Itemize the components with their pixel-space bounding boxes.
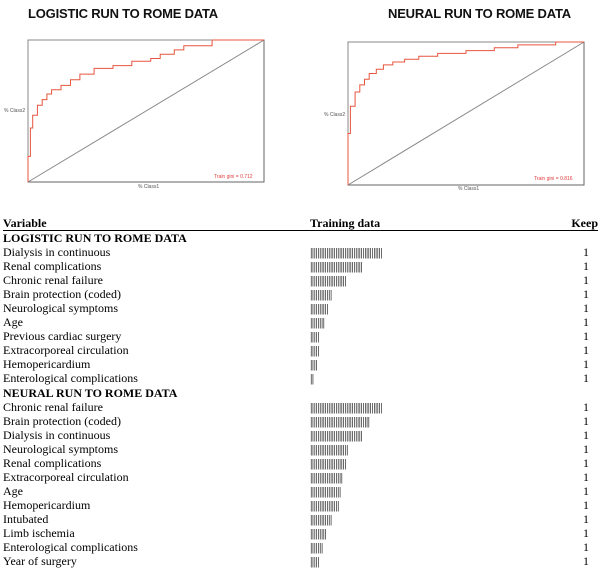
variable-name: Extracorporeal circulation	[3, 343, 129, 358]
variable-name: Dialysis in continuous	[3, 245, 111, 260]
variable-name: Neurological symptoms	[3, 301, 118, 316]
variable-name: Chronic renal failure	[3, 399, 103, 414]
variable-importance-table	[3, 216, 598, 568]
table-row	[3, 400, 598, 414]
training-bar: |||||	[310, 343, 320, 358]
keep-value: 1	[583, 301, 589, 316]
baseline-diagonal	[348, 42, 584, 185]
variable-name: Renal complications	[3, 455, 102, 470]
variable-name: Brain protection (coded)	[3, 287, 121, 302]
variable-name: Limb ischemia	[3, 525, 75, 540]
keep-value: 1	[583, 259, 589, 274]
keep-value: 1	[583, 455, 589, 470]
chart-title-neural: NEURAL RUN TO ROME DATA	[388, 6, 571, 21]
x-axis-label: % Class1	[458, 186, 480, 192]
variable-name: Hemopericardium	[3, 497, 91, 512]
roc-chart-neural	[320, 30, 600, 192]
training-bar: |||||||||	[310, 525, 327, 540]
variable-name: Intubated	[3, 511, 49, 526]
variable-name: Enterological complications	[3, 540, 138, 555]
roc-chart-logistic	[0, 30, 280, 190]
table-row	[3, 287, 598, 301]
training-bar: ||||||||||||||||||||||||||||||||||||||||	[310, 245, 383, 260]
keep-value: 1	[583, 287, 589, 302]
training-bar: ||||||||	[310, 315, 325, 330]
training-bar: ||||||||||||||||	[310, 497, 339, 512]
training-bar: ||||||||||||||||||||	[310, 273, 347, 288]
training-bar: ||||||||||	[310, 301, 329, 316]
training-bar: ||||	[310, 357, 318, 372]
keep-value: 1	[583, 357, 589, 372]
variable-name: Age	[3, 483, 23, 498]
training-bar: |||||||||||||||||	[310, 483, 341, 498]
keep-value: 1	[583, 469, 589, 484]
keep-value: 1	[583, 343, 589, 358]
header-variable: Variable	[3, 216, 47, 230]
table-row	[3, 273, 598, 287]
table-row	[3, 498, 598, 512]
table-row	[3, 329, 598, 343]
table-row	[3, 315, 598, 329]
keep-value: 1	[583, 427, 589, 442]
training-bar: ||||||||||||	[310, 511, 332, 526]
training-bar: |||||||||||||||||||||||||||||||||	[310, 413, 370, 428]
table-row	[3, 526, 598, 540]
keep-value: 1	[583, 371, 589, 386]
training-bar: ||||||||||||||||||	[310, 469, 343, 484]
table-row	[3, 301, 598, 315]
table-row	[3, 442, 598, 456]
training-bar: |||||	[310, 329, 320, 344]
keep-value: 1	[583, 399, 589, 414]
table-row	[3, 540, 598, 554]
auc-label: Train gini = 0.816	[534, 176, 573, 182]
variable-name: Neurological symptoms	[3, 441, 118, 456]
keep-value: 1	[583, 245, 589, 260]
section-row	[3, 386, 598, 400]
variable-name: Extracorporeal circulation	[3, 469, 129, 484]
table-row	[3, 512, 598, 526]
table-row	[3, 371, 598, 385]
header-keep: Keep	[571, 216, 598, 230]
table-body	[3, 231, 598, 568]
variable-name: Renal complications	[3, 259, 102, 274]
variable-name: Age	[3, 315, 23, 330]
variable-name: Year of surgery	[3, 554, 77, 569]
variable-name: Hemopericardium	[3, 357, 91, 372]
keep-value: 1	[583, 315, 589, 330]
variable-name: Dialysis in continuous	[3, 427, 111, 442]
table-row	[3, 245, 598, 259]
keep-value: 1	[583, 554, 589, 569]
variable-name: Brain protection (coded)	[3, 413, 121, 428]
variable-name: Enterological complications	[3, 371, 138, 386]
section-title: NEURAL RUN TO ROME DATA	[3, 385, 178, 400]
table-row	[3, 357, 598, 371]
keep-value: 1	[583, 329, 589, 344]
table-row	[3, 428, 598, 442]
training-bar: ||	[310, 371, 314, 386]
section-title: LOGISTIC RUN TO ROME DATA	[3, 231, 187, 245]
variable-name: Chronic renal failure	[3, 273, 103, 288]
table-row	[3, 470, 598, 484]
training-bar: |||||||	[310, 540, 323, 555]
keep-value: 1	[583, 441, 589, 456]
header-training: Training data	[310, 216, 381, 230]
table-row	[3, 343, 598, 357]
keep-value: 1	[583, 511, 589, 526]
x-axis-label: % Class1	[138, 184, 160, 190]
keep-value: 1	[583, 540, 589, 555]
table-header	[3, 216, 598, 231]
training-bar: ||||||||||||||||||||||||||||||||||||||||	[310, 399, 383, 414]
variable-name: Previous cardiac surgery	[3, 329, 122, 344]
keep-value: 1	[583, 497, 589, 512]
training-bar: |||||||||||||||||||||||||||||	[310, 427, 363, 442]
keep-value: 1	[583, 483, 589, 498]
table-row	[3, 414, 598, 428]
training-bar: |||||	[310, 554, 320, 569]
table-row	[3, 484, 598, 498]
y-axis-label: % Class2	[4, 108, 26, 114]
training-bar: |||||||||||||||||||||	[310, 441, 348, 456]
auc-label: Train gini = 0.712	[214, 174, 253, 180]
section-row	[3, 231, 598, 245]
table-row	[3, 554, 598, 568]
training-bar: ||||||||||||||||||||	[310, 455, 347, 470]
table-row	[3, 259, 598, 273]
keep-value: 1	[583, 525, 589, 540]
keep-value: 1	[583, 413, 589, 428]
training-bar: |||||||||||||||||||||||||||||	[310, 259, 363, 274]
y-axis-label: % Class2	[324, 112, 346, 118]
chart-title-logistic: LOGISTIC RUN TO ROME DATA	[28, 6, 218, 21]
training-bar: ||||||||||||	[310, 287, 332, 302]
keep-value: 1	[583, 273, 589, 288]
table-row	[3, 456, 598, 470]
